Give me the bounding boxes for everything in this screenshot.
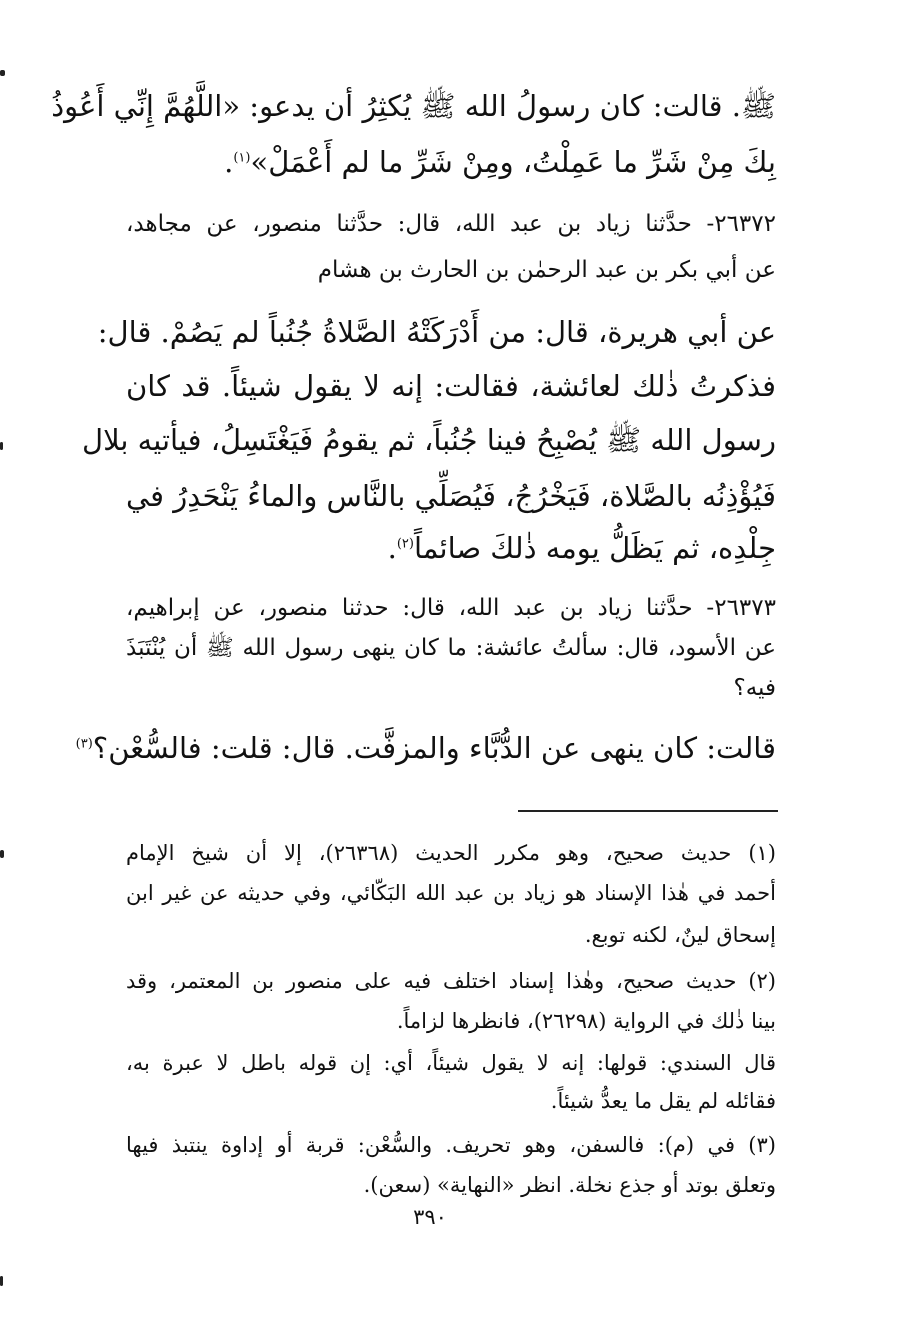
footnote-line: (٢) حديث صحيح، وهٰذا إسناد اختلف فيه على منصور بن المعتمر، وقد <box>126 969 776 993</box>
main-text-line: رسول الله ﷺ يُصْبِحُ فينا جُنُباً، ثم يقومُ فَيَغْتَسِلُ، فيأتيه بلال <box>82 423 776 457</box>
footnote-line: فقائله لم يقل ما يعدُّ شيئاً. <box>550 1089 776 1113</box>
footnote-reference: (٣) <box>75 736 93 752</box>
main-text-line <box>126 138 776 190</box>
page-number: ٣٩٠ <box>413 1205 447 1229</box>
main-text-fragment: جِلْدِه، ثم يَظَلُّ يومه ذٰلكَ صائماً <box>413 531 776 565</box>
footnote-line: وتعلق بوتد أو جذع نخلة. انظر «النهاية» (سعن). <box>363 1173 776 1197</box>
scan-edge-mark <box>0 442 3 450</box>
main-text-line: ﷺ. قالت: كان رسولُ الله ﷺ يُكثِرُ أن يدعو: «اللَّهُمَّ إِنِّي أَعُوذُ <box>51 89 776 123</box>
main-text-fragment: بِكَ مِنْ شَرِّ ما عَمِلْتُ، ومِنْ شَرِّ ما لم أَعْمَلْ» <box>250 145 776 179</box>
footnote-line: بينا ذٰلك في الرواية (٢٦٢٩٨)، فانظرها لزاماً. <box>396 1009 776 1033</box>
footnote-line: (١) حديث صحيح، وهو مكرر الحديث (٢٦٣٦٨)، إلا أن شيخ الإمام <box>126 841 776 865</box>
isnad-line: ٢٦٣٧٢- حدَّثنا زياد بن عبد الله، قال: حدَّثنا منصور، عن مجاهد، <box>126 211 776 237</box>
main-text-line: فَيُؤْذِنُه بالصَّلاة، فَيَخْرُجُ، فَيُصَلِّي بالنَّاس والماءُ يَنْحَدِرُ في <box>125 479 776 513</box>
sentence-end: . <box>387 531 397 565</box>
scan-edge-mark <box>0 850 4 858</box>
main-text-line: فذكرتُ ذٰلك لعائشة، فقالت: إنه لا يقول شيئاً. قد كان <box>126 369 776 403</box>
sentence-end: . <box>224 145 234 179</box>
main-text-fragment: قالت: كان ينهى عن الدُّبَّاء والمزفَّت. قال: قلت: فالسُّعْن؟ <box>92 731 776 765</box>
footnote-reference: (٢) <box>396 536 414 552</box>
scan-edge-mark <box>0 1276 3 1286</box>
footnote-line: قال السندي: قولها: إنه لا يقول شيئاً، أي: إن قوله باطل لا عبرة به، <box>126 1051 776 1075</box>
main-text-line: عن أبي هريرة، قال: من أَدْرَكَتْهُ الصَّلاةُ جُنُباً لم يَصُمْ. قال: <box>97 315 776 349</box>
main-text-line <box>75 724 776 776</box>
footnote-line: إسحاق لينٌ، لكنه توبع. <box>584 923 776 947</box>
footnote-line: أحمد في هٰذا الإسناد هو زياد بن عبد الله البَكّائي، وفي حديثه عن غير ابن <box>126 881 776 905</box>
footnote-line: (٣) في (م): فالسفن، وهو تحريف. والسُّعْن: قربة أو إداوة ينتبذ فيها <box>126 1133 776 1157</box>
isnad-line: عن أبي بكر بن عبد الرحمٰن بن الحارث بن هشام <box>317 257 776 283</box>
isnad-line: فيه؟ <box>733 675 776 701</box>
footnote-separator <box>518 810 778 812</box>
isnad-line: ٢٦٣٧٣- حدَّثنا زياد بن عبد الله، قال: حدثنا منصور، عن إبراهيم، <box>126 595 776 621</box>
scan-edge-mark <box>0 70 5 76</box>
footnote-reference: (١) <box>233 150 251 166</box>
isnad-line: عن الأسود، قال: سألتُ عائشة: ما كان ينهى رسول الله ﷺ أن يُنْتَبَذَ <box>126 635 776 661</box>
main-text-line <box>126 524 776 576</box>
